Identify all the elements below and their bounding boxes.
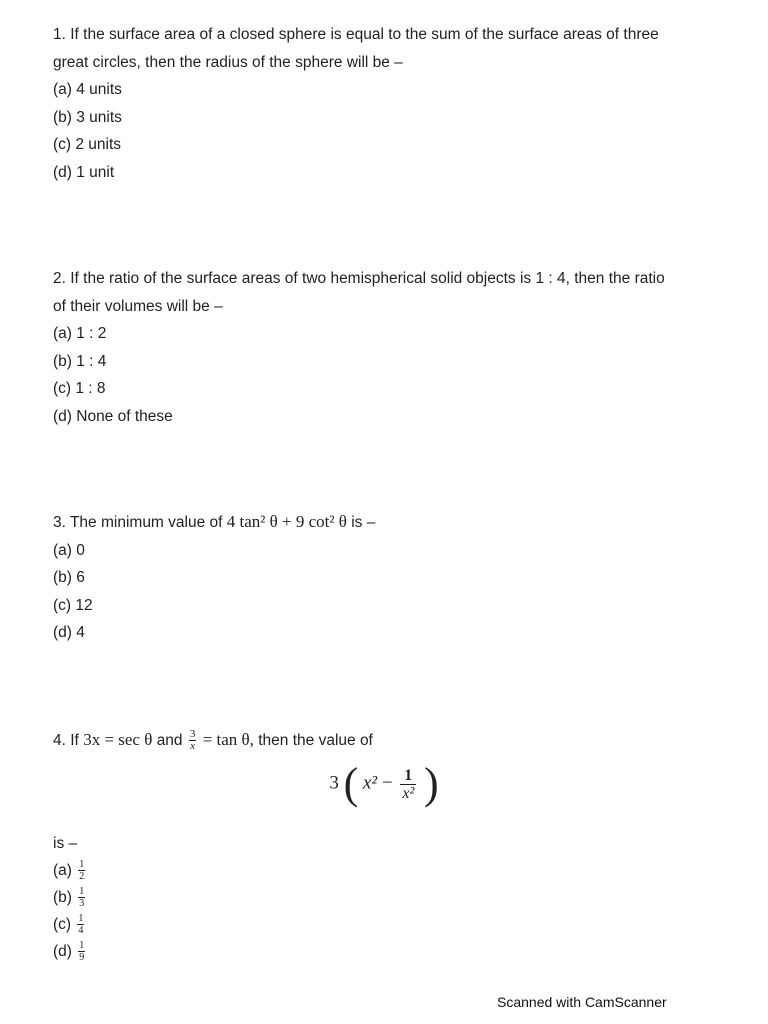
option-b: (b) 1 : 4 (53, 352, 107, 370)
option-a: (a) 1 : 2 (53, 325, 107, 342)
option-c: (c) 2 units (53, 136, 122, 153)
question-text-if: If (70, 732, 79, 749)
option-c: (c) 1 : 8 (53, 380, 106, 397)
option-a: (a) 0 (53, 541, 85, 559)
math-expression: 4 tan² θ + 9 cot² θ (226, 512, 347, 531)
question-4-after-text: is – (53, 835, 78, 852)
question-4 (53, 726, 723, 755)
option-b: (b) $\frac{1}{3}$ (53, 886, 85, 910)
question-4-options (53, 830, 723, 965)
option-c: (c) $\frac{1}{4}$ (53, 913, 84, 937)
question-text: The minimum value of (69, 514, 223, 531)
display-fraction: $\frac{1}{\text{x²}}$ (402, 766, 415, 802)
question-text-line-1: If the ratio of the surface areas of two hemispherical solid objects is 1 : 4, then the ratio (70, 270, 665, 287)
display-equation (0, 759, 768, 808)
option-a: (a) 4 units (53, 81, 122, 98)
equation-1: 3x = sec θ (83, 730, 153, 749)
question-number: 4. (53, 732, 66, 749)
option-c: (c) 12 (53, 596, 93, 614)
option-c-fraction: $\frac{1}{4}$ (78, 913, 84, 937)
question-1 (53, 21, 723, 186)
right-paren: ) (424, 759, 439, 808)
option-d: (d) 4 (53, 624, 85, 641)
question-text-suffix: is – (351, 514, 376, 531)
equation-2: = tan θ, (202, 730, 254, 749)
question-number: 3. (53, 514, 66, 531)
option-d-fraction: $\frac{1}{9}$ (79, 940, 85, 964)
question-text-line-2: great circles, then the radius of the sphere will be – (53, 53, 403, 71)
scanner-watermark: Scanned with CamScanner (497, 994, 667, 1010)
option-a-fraction: $\frac{1}{2}$ (79, 859, 85, 883)
question-number: 1. (53, 26, 66, 43)
option-b-fraction: $\frac{1}{3}$ (79, 886, 85, 910)
option-b: (b) 3 units (53, 108, 122, 126)
display-x-squared: x² (362, 772, 378, 794)
option-b: (b) 6 (53, 569, 85, 586)
question-number: 2. (53, 270, 66, 287)
option-d: (d) None of these (53, 407, 173, 425)
display-coefficient: 3 (329, 772, 339, 794)
question-text-line-1: If the surface area of a closed sphere is equal to the sum of the surface areas of three (70, 26, 659, 43)
question-text-and: and (156, 732, 183, 749)
question-3 (53, 508, 723, 647)
display-minus: − (381, 772, 393, 794)
question-2 (53, 265, 723, 430)
fraction-3-over-x: $\frac{3}{x}$ (189, 728, 196, 753)
question-text-line-2: of their volumes will be – (53, 297, 223, 315)
option-a: (a) $\frac{1}{2}$ (53, 859, 85, 883)
option-d: (d) $\frac{1}{9}$ (53, 940, 85, 964)
question-text-suffix: then the value of (258, 732, 373, 749)
option-d: (d) 1 unit (53, 163, 115, 181)
left-paren: ( (343, 759, 359, 808)
